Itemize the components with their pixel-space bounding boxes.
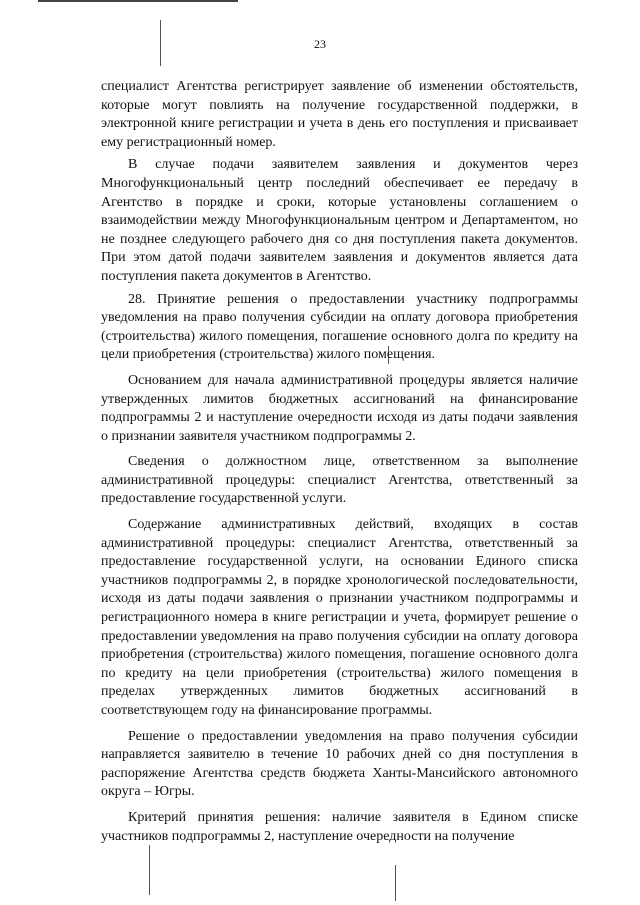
paragraph: Основанием для начала административной процедуры является наличие утвержденных лимитов бюджетных ассигнований на финансирование подпрограммы 2 и наступление очередности исходя из даты подачи заявления о признании заявителя участником подпрограммы 2. bbox=[101, 372, 578, 444]
scan-mark bbox=[149, 845, 150, 895]
paragraph: специалист Агентства регистрирует заявление об изменении обстоятельств, которые могут повлиять на получение государственной поддержки, в электронной книге регистрации и учета в день его поступления и присваивает ему регистрационный номер. bbox=[101, 79, 578, 150]
paragraph: Сведения о должностном лице, ответственном за выполнение административной процедуры: специалист Агентства, ответственный за предоставление государственной услуги. bbox=[101, 454, 578, 507]
paragraph: В случае подачи заявителем заявления и документов через Многофункциональный центр последний обеспечивает ее передачу в Агентство в порядке и сроки, которые установлены соглашением о взаимодействии между Многофункциональным центром и Департаментом, но не позднее следующего рабочего дня со дня поступления пакета документов. При этом датой подачи заявителем заявления и документов является дата поступления пакета документов в Агентство. bbox=[101, 157, 578, 284]
document-body bbox=[101, 78, 578, 850]
paragraph: Решение о предоставлении уведомления на право получения субсидии направляется заявителю в течение 10 рабочих дней со дня поступления в распоряжение Агентства средств бюджета Ханты-Мансийского автономного округа – Югры. bbox=[101, 728, 578, 800]
paragraph: Критерий принятия решения: наличие заявителя в Едином списке участников подпрограммы 2, наступление очередности на получение bbox=[101, 809, 578, 844]
paragraph: Содержание административных действий, входящих в состав административной процедуры: специалист Агентства, ответственный за предоставление государственной услуги, на основании Единого списка участников подпрограммы 2, в порядке хронологической последовательности, исходя из даты подачи заявления о признании участником подпрограммы и регистрационного номера в книге регистрации и учета, формирует решение о предоставлении уведомления на право получения субсидии на оплату договора приобретения (строительства) жилого помещения, погашение основного долга по кредиту на цели приобретения (строительства) жилого помещения в пределах утвержденных лимитов бюджетных ассигнований в соответствующем году на финансирование программы. bbox=[101, 517, 578, 718]
top-rule bbox=[38, 0, 238, 2]
page-number: 23 bbox=[314, 37, 326, 51]
scan-mark bbox=[395, 865, 396, 901]
paragraph: 28. Принятие решения о предоставлении участнику подпрограммы уведомления на право получения субсидии на оплату договора приобретения (строительства) жилого помещения, погашение основного долга по кредиту на цели приобретения (строительства) жилого помещения. bbox=[101, 291, 578, 363]
